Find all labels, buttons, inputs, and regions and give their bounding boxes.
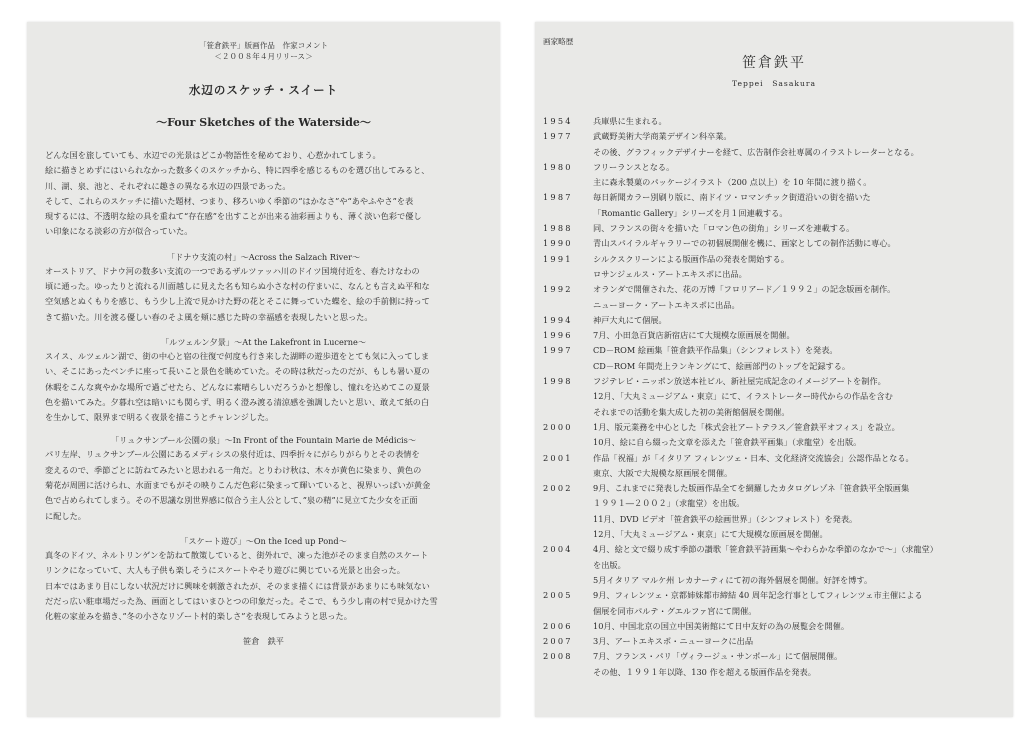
history-entry xyxy=(543,649,1009,664)
history-text: 1月、版元業務を中心とした「株式会社アートテラス／笹倉鉄平オフィス」を設立。 xyxy=(593,421,900,432)
section-line: に配した。 xyxy=(45,510,86,521)
history-text: 9月、フィレンツェ・京都姉妹都市締結 40 周年記念行事としてフィレンツェ市主催による xyxy=(593,590,923,601)
history-text: ニューヨーク・アートエキスポに出品。 xyxy=(593,299,740,310)
history-entry xyxy=(543,145,1009,160)
history-entry xyxy=(543,542,1009,557)
history-entry xyxy=(543,282,1009,297)
history-entry xyxy=(543,481,1009,496)
history-entry xyxy=(543,558,1009,573)
history-text: 「Romantic Gallery」シリーズを月１回連載する。 xyxy=(593,207,788,218)
history-text: その他、１９９１年以降、130 作を超える版画作品を発表。 xyxy=(593,666,816,677)
history-text: ロサンジェルス・アートエキスポに出品。 xyxy=(593,268,747,279)
section-line: 色で占められてしまう。その不思議な別世界感に似合う主人公として、”泉の精”に見立てた少女を正面 xyxy=(45,495,418,506)
history-entry xyxy=(543,175,1009,190)
history-text: 神戸大丸にて個展。 xyxy=(593,314,667,325)
history-text: 7月、フランス・パリ「ヴィラージュ・サンポール」にて個展開催。 xyxy=(593,651,843,662)
history-year xyxy=(543,512,593,527)
history-year: 2000 xyxy=(543,421,573,432)
history-text: CD－ROM 年間売上ランキングにて、絵画部門のトップを記録する。 xyxy=(593,360,851,371)
history-text: 同、フランスの街々を描いた「ロマン色の街角」シリーズを連載する。 xyxy=(593,223,855,234)
history-entry xyxy=(543,313,1009,328)
history-year: 1996 xyxy=(543,330,573,341)
history-text: 作品「祝福」が「イタリア フィレンツェ・日本、文化経済交流協会」公認作品となる。 xyxy=(593,452,914,463)
history-entry xyxy=(543,190,1009,205)
section-line: だだっ広い駐車場だった為、画面としてはいまひとつの印象だった。そこで、もう少し南の村で見かけた雪 xyxy=(45,595,438,606)
history-entry xyxy=(543,466,1009,481)
history-entry xyxy=(543,496,1009,511)
intro-line: そして、これらのスケッチに描いた題材、つまり、移ろいゆく季節の“はかなさ”や“あやふやさ”を表 xyxy=(45,195,414,206)
history-year xyxy=(543,389,593,404)
history-year: 1994 xyxy=(543,314,573,325)
history-year: 1980 xyxy=(543,161,573,172)
history-text: フリーランスとなる。 xyxy=(593,161,675,172)
history-year xyxy=(543,527,593,542)
intro-line: い印象になる淡彩の方が似合っていた。 xyxy=(45,226,193,237)
history-entry xyxy=(543,267,1009,282)
history-text: 3月、アートエキスポ・ニューヨークに出品 xyxy=(593,636,754,647)
artist-comment-page xyxy=(27,22,500,717)
section-line: を生かして、限界まで明るく夜景を描こうとチャレンジした。 xyxy=(45,412,274,423)
history-year xyxy=(543,558,593,573)
history-year: 1998 xyxy=(543,376,573,387)
history-year: 1977 xyxy=(543,131,573,142)
history-entry xyxy=(543,634,1009,649)
comment-header: 「笹倉鉄平」版画作品 作家コメント xyxy=(198,41,329,50)
history-entry xyxy=(543,374,1009,389)
history-year: 1987 xyxy=(543,192,573,203)
section-heading: 「スケート遊び」～On the Iced up Pond～ xyxy=(180,535,347,546)
history-entry xyxy=(543,328,1009,343)
history-year: 1954 xyxy=(543,116,573,126)
history-text: 10月、絵に自ら綴った文章を添えた「笹倉鉄平画集」（求龍堂）を出版。 xyxy=(593,437,862,448)
history-year: 2006 xyxy=(543,620,573,631)
history-text: 12月、「大丸ミュージアム・東京」にて、イラストレーター時代からの作品を含む xyxy=(593,391,893,402)
history-text: その後、グラフィックデザイナーを経て、広告制作会社専属のイラストレーターとなる。 xyxy=(593,146,919,157)
intro-line: 絵に描きとめずにはいられなかった数多くのスケッチから、特に四季を感じるものを選び出してみると、 xyxy=(45,165,430,176)
history-year xyxy=(543,359,593,374)
history-text: 10月、中国北京の国立中国美術館にて日中友好の為の展覧会を開催。 xyxy=(593,620,850,631)
release-date: ＜２００８年４月リリース＞ xyxy=(214,52,313,61)
history-year: 2001 xyxy=(543,452,573,463)
history-entry xyxy=(543,252,1009,267)
history-entry xyxy=(543,435,1009,450)
section-line: リンクになっていて、大人も子供も楽しそうにスケートやそり遊びに興じている光景と出会った。 xyxy=(45,565,405,576)
history-year: 2007 xyxy=(543,636,573,647)
history-text: 4月、絵と文で綴り成す季節の讃歌「笹倉鉄平詩画集～やわらかな季節のなかで～」（求龍堂） xyxy=(593,544,938,555)
history-year xyxy=(543,665,593,680)
section-line: 変えるので、季節ごとに訪ねてみたいと思われる一角だ。とりわけ秋は、木々が黄色に染まり、黄色の xyxy=(45,464,422,475)
history-entry xyxy=(543,573,1009,588)
history-text: シルクスクリーンによる版画作品の発表を開始する。 xyxy=(593,253,789,264)
history-entry xyxy=(543,389,1009,404)
history-year: 1991 xyxy=(543,253,573,264)
history-entry xyxy=(543,604,1009,619)
history-list xyxy=(543,114,1009,680)
section-lucerne xyxy=(27,335,500,425)
artist-name: 笹倉鉄平 xyxy=(742,55,806,71)
section-line: 真冬のドイツ、ネルトリンゲンを訪ねて散策していると、街外れで、凍った池がそのまま自然のスケート xyxy=(45,549,429,560)
intro-line: 川、湖、泉、池と、それぞれに趣きの異なる水辺の四景であった。 xyxy=(45,180,291,191)
history-year xyxy=(543,435,593,450)
history-year xyxy=(543,145,593,160)
history-entry xyxy=(543,359,1009,374)
history-year xyxy=(543,206,593,221)
artist-biography-page xyxy=(535,22,1013,717)
history-year xyxy=(543,604,593,619)
history-year xyxy=(543,175,593,190)
history-entry xyxy=(543,298,1009,313)
section-danube xyxy=(27,250,500,325)
history-entry xyxy=(543,206,1009,221)
history-text: 7月、小田急百貨店新宿店にて大規模な原画展を開催。 xyxy=(593,330,795,341)
history-year xyxy=(543,298,593,313)
history-text: 5月イタリア マルケ州 レカナーティにて初の海外個展を開催。好評を博す。 xyxy=(593,574,873,585)
history-entry xyxy=(543,343,1009,358)
artist-name-roman: Teppei Sasakura xyxy=(731,79,816,88)
history-entry xyxy=(543,619,1009,634)
history-entry xyxy=(543,665,1009,680)
history-entry xyxy=(543,451,1009,466)
history-year xyxy=(543,496,593,511)
history-entry xyxy=(543,405,1009,420)
history-entry xyxy=(543,420,1009,435)
history-entry xyxy=(543,527,1009,542)
history-text: 東京、大阪で大規模な原画展を開催。 xyxy=(593,467,733,478)
biography-header: 画家略歴 xyxy=(543,37,574,46)
history-year: 2005 xyxy=(543,590,573,601)
section-line: 休暇をこんな爽やかな場所で過ごせたら、どんなに素晴らしいだろうかと想像し、憧れを込めてこの夏景 xyxy=(45,381,430,392)
history-text: 兵庫県に生まれる。 xyxy=(593,116,667,126)
history-entry xyxy=(543,236,1009,251)
history-text: 個展を同市パルテ・グエルファ宮にて開催。 xyxy=(593,605,757,616)
history-text: 青山スパイラルギャラリーでの初個展開催を機に、画家としての制作活動に専心。 xyxy=(593,238,896,249)
section-luxembourg xyxy=(27,433,500,523)
section-line: 化粧の家並みを描き、”冬の小さなリゾート村的楽しさ”を表現してみようと思った。 xyxy=(45,611,352,622)
history-year xyxy=(543,573,593,588)
history-year: 1997 xyxy=(543,345,573,356)
section-heading: 「ルツェルン夕景」～At the Lakefront in Lucerne～ xyxy=(160,336,367,347)
history-year xyxy=(543,267,593,282)
section-heading: 「ドナウ支流の村」～Across the Salzach River～ xyxy=(166,251,361,262)
history-year xyxy=(543,405,593,420)
section-line: 日本ではあまり目にしない状況だけに興味を刺激されたが、そのまま描くには背景があまりにも味気ない xyxy=(45,580,430,591)
section-line: きて描いた。川を渡る優しい春のそよ風を頬に感じた時の幸福感を表現したいと思った。 xyxy=(45,311,373,322)
section-line: オーストリア、ドナウ河の数多い支流の一つであるザルツァッハ川のドイツ国境付近を、春たけなわの xyxy=(45,265,420,276)
history-text: それまでの活動を集大成した初の美術館個展を開催。 xyxy=(593,406,790,417)
history-text: を出版。 xyxy=(593,559,626,570)
section-line: スイス、ルツェルン湖で、街の中心と宿の往復で何度も行き来した湖畔の遊歩道をとても気に入ってしま xyxy=(45,350,430,361)
history-text: CD－ROM 絵画集「笹倉鉄平作品集」（シンフォレスト）を発表。 xyxy=(593,345,838,356)
history-entry xyxy=(543,129,1009,144)
history-text: 9月、これまでに発表した版画作品全てを網羅したカタログレゾネ「笹倉鉄平全版画集 xyxy=(593,483,910,494)
section-heading: 「リュクサンブール公園の泉」～In Front of the Fountain Marie de Médicis～ xyxy=(110,435,417,446)
page-title: 水辺のスケッチ・スイート xyxy=(188,83,339,97)
page-subtitle: ～Four Sketches of the Waterside～ xyxy=(156,116,371,129)
history-year: 1990 xyxy=(543,238,573,249)
intro-paragraph xyxy=(27,148,500,240)
section-line: い、そこにあったベンチに座って長いこと景色を眺めていた。その時は秋だったのだが、もしも暑い夏の xyxy=(45,366,430,377)
history-entry xyxy=(543,114,1009,129)
history-text: １９９１―２００２」（求龍堂）を出版。 xyxy=(593,498,745,509)
history-text: 12月、「大丸ミュージアム・東京」にて大規模な原画展を開催。 xyxy=(593,529,828,540)
history-year: 1988 xyxy=(543,223,573,234)
intro-line: 現するには、不透明な絵の具を重ねて“存在感”を出すことが出来る油彩画よりも、薄く淡い色彩で優し xyxy=(45,211,422,222)
history-year: 2002 xyxy=(543,483,573,494)
history-entry xyxy=(543,160,1009,175)
section-line: 色を描いてみた。夕暮れ空は暗いにも関らず、明るく澄み渡る清涼感を強調したいと思い、敢えて紙の白 xyxy=(45,396,430,407)
history-entry xyxy=(543,512,1009,527)
signature: 笹倉 鉄平 xyxy=(243,636,284,647)
history-text: 11月、DVD ビデオ「笹倉鉄平の絵画世界」（シンフォレスト）を発表。 xyxy=(593,513,858,524)
history-entry xyxy=(543,221,1009,236)
history-year xyxy=(543,466,593,481)
history-entry xyxy=(543,588,1009,603)
section-line: 菊花が周囲に活けられ、水面までもがその映りこんだ色彩に染まって輝いていると、視界いっぱいが黄金 xyxy=(45,480,431,491)
section-line: パリ左岸、リュクサンブール公園にあるメディシスの泉付近は、四季折々にがらりがらりとその表情を xyxy=(45,449,420,460)
section-line: 頃に通った。ゆったりと流れる川面越しに見えた名も知らぬ小さな村の佇まいに、なんとも言えぬ平和な xyxy=(45,281,430,292)
section-line: 空気感とぬくもりを感じ、もう少し上流で見かけた野の花とそこに舞っていた蝶を、絵の手前側に持って xyxy=(45,296,430,307)
history-text: 毎日新聞カラー別刷り版に、南ドイツ・ロマンチック街道沿いの街を描いた xyxy=(593,192,871,203)
history-year: 2008 xyxy=(543,651,573,662)
history-text: 武蔵野美術大学商業デザイン科卒業。 xyxy=(593,131,732,142)
history-text: 主に森永製菓のパッケージイラスト（200 点以上）を 10 年間に渡り描く。 xyxy=(593,177,872,188)
history-text: オランダで開催された、花の万博「フロリアード／１９９２」の記念版画を制作。 xyxy=(593,284,896,295)
history-text: フジテレビ・ニッポン放送本社ビル、新社屋完成記念のイメージアートを制作。 xyxy=(593,376,886,387)
section-skating xyxy=(27,534,500,624)
history-year: 1992 xyxy=(543,284,573,295)
history-year: 2004 xyxy=(543,544,573,555)
intro-line: どんな国を旅していても、水辺での光景はどこか物語性を秘めており、心惹かれてしまう。 xyxy=(45,150,381,160)
